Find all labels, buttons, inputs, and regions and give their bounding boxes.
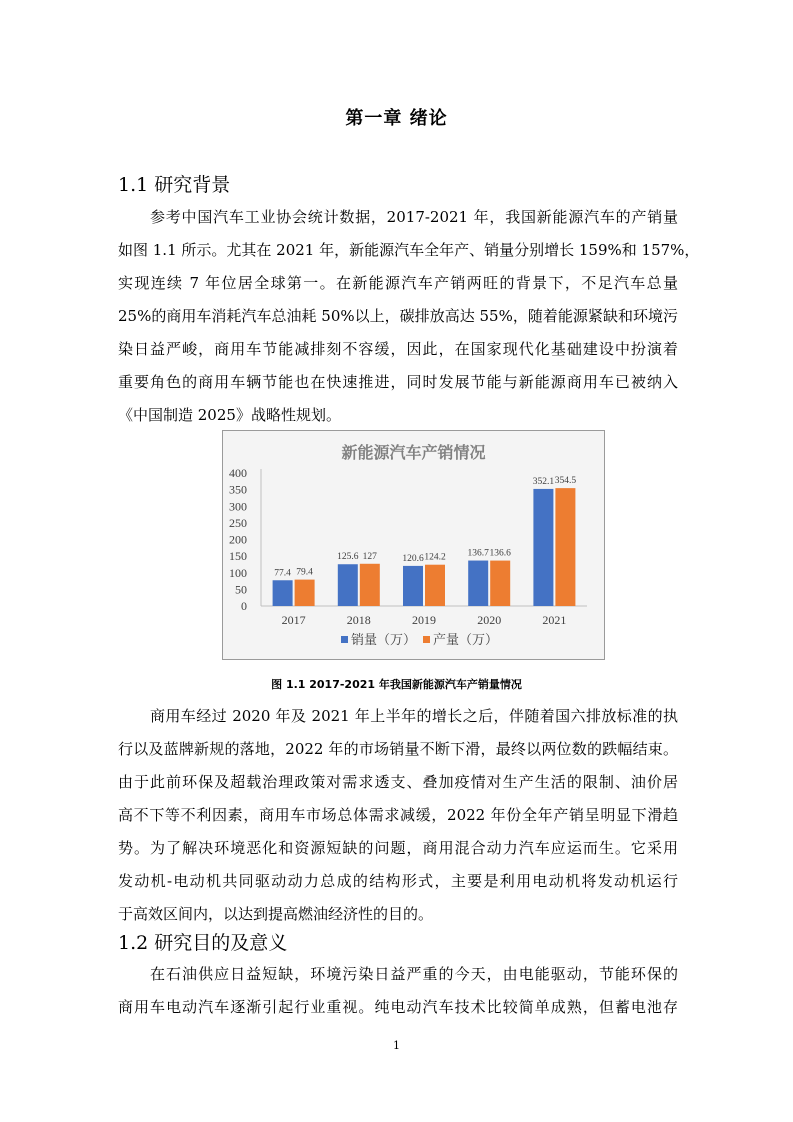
text-line: 高不下等不利因素，商用车市场总体需求减缓，2022 年份全年产销呈明显下滑趋 xyxy=(118,806,678,824)
page-number: 1 xyxy=(393,1039,400,1052)
paragraph-background-2 xyxy=(118,700,678,931)
text-line: 商用车电动汽车逐渐引起行业重视。纯电动汽车技术比较简单成熟，但蓄电池存 xyxy=(118,998,678,1016)
y-tick-label: 50 xyxy=(235,582,247,597)
data-label: 136.6 xyxy=(489,548,511,559)
paragraph-background-1 xyxy=(118,201,700,432)
figure-caption: 图 1.1 2017-2021 年我国新能源汽车产销量情况 xyxy=(271,678,522,691)
text-line: 于高效区间内，以达到提高燃油经济性的目的。 xyxy=(118,905,434,923)
data-label: 120.6 xyxy=(402,553,424,564)
text-line: 行以及蓝牌新规的落地，2022 年的市场销量不断下滑，最终以两位数的跌幅结束。 xyxy=(118,740,678,758)
legend-swatch xyxy=(423,636,430,643)
text-line: 如图 1.1 所示。尤其在 2021 年，新能源汽车全年产、销量分别增长 159%和 157%， xyxy=(118,241,700,259)
text-line: 势。为了解决环境恶化和资源短缺的问题，商用混合动力汽车应运而生。它采用 xyxy=(118,839,678,857)
bar xyxy=(490,561,510,606)
text-line: 发动机-电动机共同驱动动力总成的结构形式，主要是利用电动机将发动机运行 xyxy=(118,872,678,890)
chapter-title: 第一章 绪论 xyxy=(345,108,448,129)
data-label: 124.2 xyxy=(424,552,446,563)
y-tick-label: 0 xyxy=(241,599,247,613)
chart-title: 新能源汽车产销情况 xyxy=(341,445,486,462)
y-tick-label: 150 xyxy=(229,549,247,564)
x-tick-label: 2017 xyxy=(281,613,306,627)
bar xyxy=(468,561,488,606)
legend-label: 产量（万） xyxy=(433,632,499,647)
data-label: 127 xyxy=(362,551,377,562)
y-tick-label: 250 xyxy=(229,515,247,530)
data-label: 136.7 xyxy=(467,548,489,559)
data-label: 352.1 xyxy=(532,476,555,487)
bar xyxy=(338,564,358,606)
y-tick-label: 100 xyxy=(229,565,247,580)
x-tick-label: 2019 xyxy=(412,613,436,627)
data-label: 354.5 xyxy=(554,476,577,487)
section-heading-background: 1.1 研究背景 xyxy=(118,174,231,196)
text-line: 25%的商用车消耗汽车总油耗 50%以上，碳排放高达 55%，随着能源紧缺和环境污 xyxy=(118,307,678,325)
text-line: 由于此前环保及超载治理政策对需求透支、叠加疫情对生产生活的限制、油价居 xyxy=(118,773,678,791)
text-line: 实现连续 7 年位居全球第一。在新能源汽车产销两旺的背景下，不足汽车总量 xyxy=(118,274,678,292)
text-line: 重要角色的商用车辆节能也在快速推进，同时发展节能与新能源商用车已被纳入 xyxy=(118,373,678,391)
bar-chart xyxy=(223,431,604,659)
y-tick-label: 300 xyxy=(229,499,247,514)
y-tick-label: 350 xyxy=(229,482,247,497)
section-heading-purpose: 1.2 研究目的及意义 xyxy=(118,932,288,954)
legend-label: 销量（万） xyxy=(351,632,417,647)
bar xyxy=(403,566,423,606)
paragraph-purpose-1 xyxy=(118,958,678,1024)
bar xyxy=(425,565,445,606)
y-tick-label: 400 xyxy=(229,466,247,480)
bar xyxy=(273,580,293,606)
text-line: 商用车经过 2020 年及 2021 年上半年的增长之后，伴随着国六排放标准的执 xyxy=(150,707,678,725)
text-line: 染日益严峻，商用车节能减排刻不容缓，因此，在国家现代化基础建设中扮演着 xyxy=(118,340,678,358)
data-label: 79.4 xyxy=(296,567,313,578)
data-label: 77.4 xyxy=(274,568,291,579)
legend-swatch xyxy=(341,636,348,643)
x-tick-label: 2020 xyxy=(477,613,502,627)
bar xyxy=(360,564,380,606)
bar xyxy=(295,580,315,606)
data-label: 125.6 xyxy=(337,552,359,563)
x-tick-label: 2021 xyxy=(542,613,567,627)
bar xyxy=(533,489,553,606)
y-tick-label: 200 xyxy=(229,532,247,547)
text-line: 在石油供应日益短缺，环境污染日益严重的今天，由电能驱动，节能环保的 xyxy=(150,965,678,983)
bar-chart-figure xyxy=(222,430,605,660)
text-line: 参考中国汽车工业协会统计数据，2017-2021 年，我国新能源汽车的产销量 xyxy=(150,208,678,226)
bar xyxy=(555,488,575,606)
text-line: 《中国制造 2025》战略性规划。 xyxy=(118,406,341,424)
x-tick-label: 2018 xyxy=(346,613,371,627)
